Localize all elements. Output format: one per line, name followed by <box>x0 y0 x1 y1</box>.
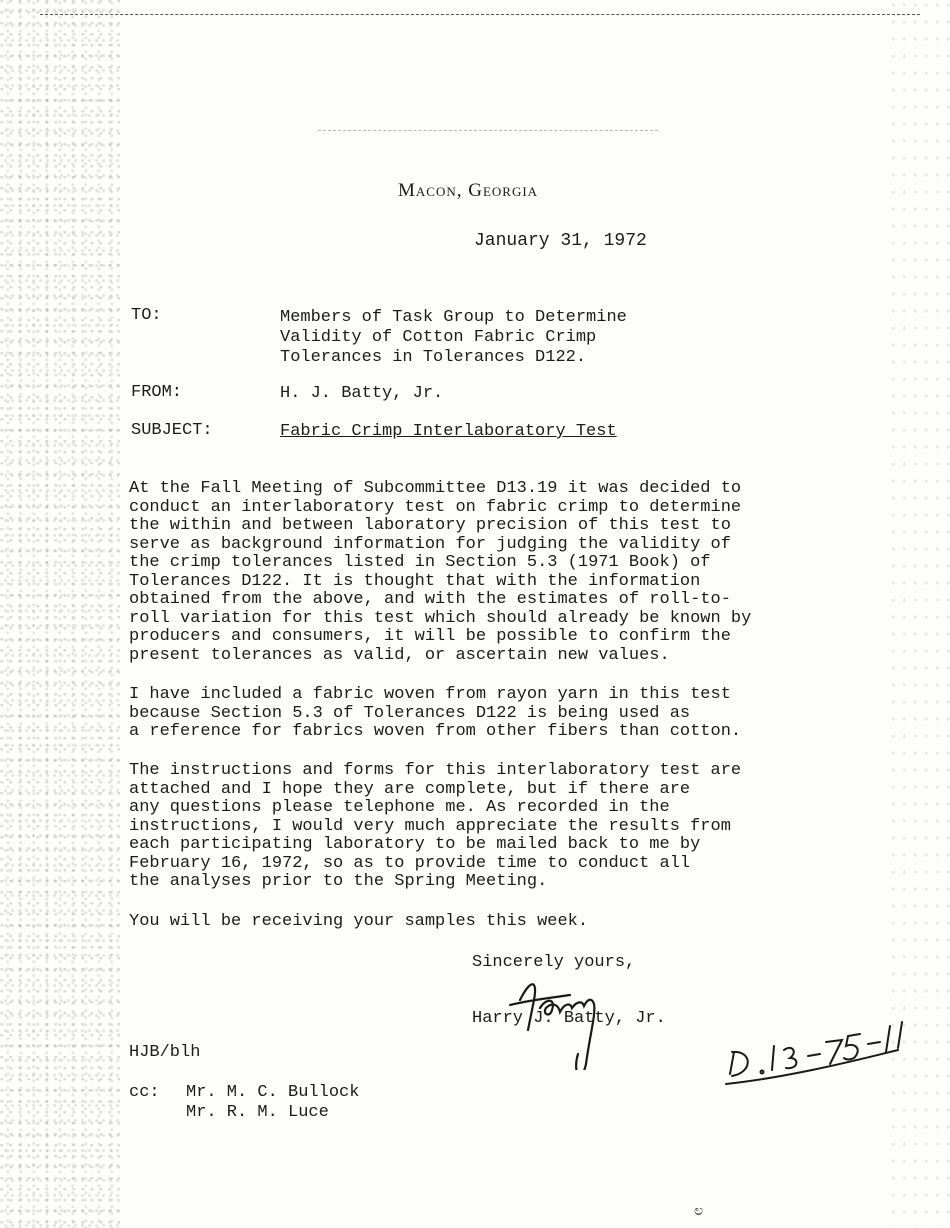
cc-recipients <box>186 1083 359 1123</box>
from-value: H. J. Batty, Jr. <box>280 384 444 403</box>
subject-label: SUBJECT: <box>131 421 213 440</box>
to-line: Validity of Cotton Fabric Crimp <box>280 328 597 347</box>
top-rule <box>40 14 920 15</box>
scan-mark: ಲ <box>694 1204 704 1220</box>
faded-letterhead <box>318 104 658 131</box>
body-paragraph-2: I have included a fabric woven from rayon yarn in this test because Section 5.3 of Tolerances D122 is being used as a reference for fabrics woven from other fibers than cotton. <box>129 685 742 741</box>
to-line: Tolerances in Tolerances D122. <box>280 348 587 367</box>
subject-value: Fabric Crimp Interlaboratory Test <box>280 422 617 441</box>
cc-label: cc: <box>129 1083 160 1102</box>
body-paragraph-3: The instructions and forms for this interlaboratory test are attached and I hope they are complete, but if there are any questions please telephone me. As recorded in the instructions, I would very much appreciate the results from each participating laboratory to be mailed back to me by February 16, 1972, so as to provide time to conduct all the analyses prior to the Spring Meeting. <box>129 761 742 891</box>
scan-noise-left <box>0 0 120 1228</box>
to-label: TO: <box>131 306 162 325</box>
signer-name: Harry J. Batty, Jr. <box>472 1009 666 1028</box>
typist-initials: HJB/blh <box>129 1043 201 1062</box>
letter-date: January 31, 1972 <box>474 231 647 251</box>
body-paragraph-4: You will be receiving your samples this week. <box>129 912 589 931</box>
cc-recipient: Mr. R. M. Luce <box>186 1103 329 1122</box>
cc-recipient: Mr. M. C. Bullock <box>186 1083 360 1102</box>
from-label: FROM: <box>131 383 183 402</box>
letterhead-city: Macon, Georgia <box>398 180 539 201</box>
closing-salutation: Sincerely yours, <box>472 953 636 972</box>
body-paragraph-1: At the Fall Meeting of Subcommittee D13.19 it was decided to conduct an interlaboratory test on fabric crimp to determine the within and between laboratory precision of this test to serve as background information for judging the validity of the crimp tolerances listed in Section 5.3 (1971 Book) of Tolerances D122. It is thought that with the information obtained from the above, and with the estimates of roll-to- roll variation for this test which should already be known by producers and consumers, it will be possible to confirm the present tolerances as valid, or ascertain new values. <box>129 479 752 665</box>
handwritten-doc-number <box>722 1012 912 1092</box>
to-recipients <box>280 308 627 368</box>
to-line: Members of Task Group to Determine <box>280 308 627 327</box>
